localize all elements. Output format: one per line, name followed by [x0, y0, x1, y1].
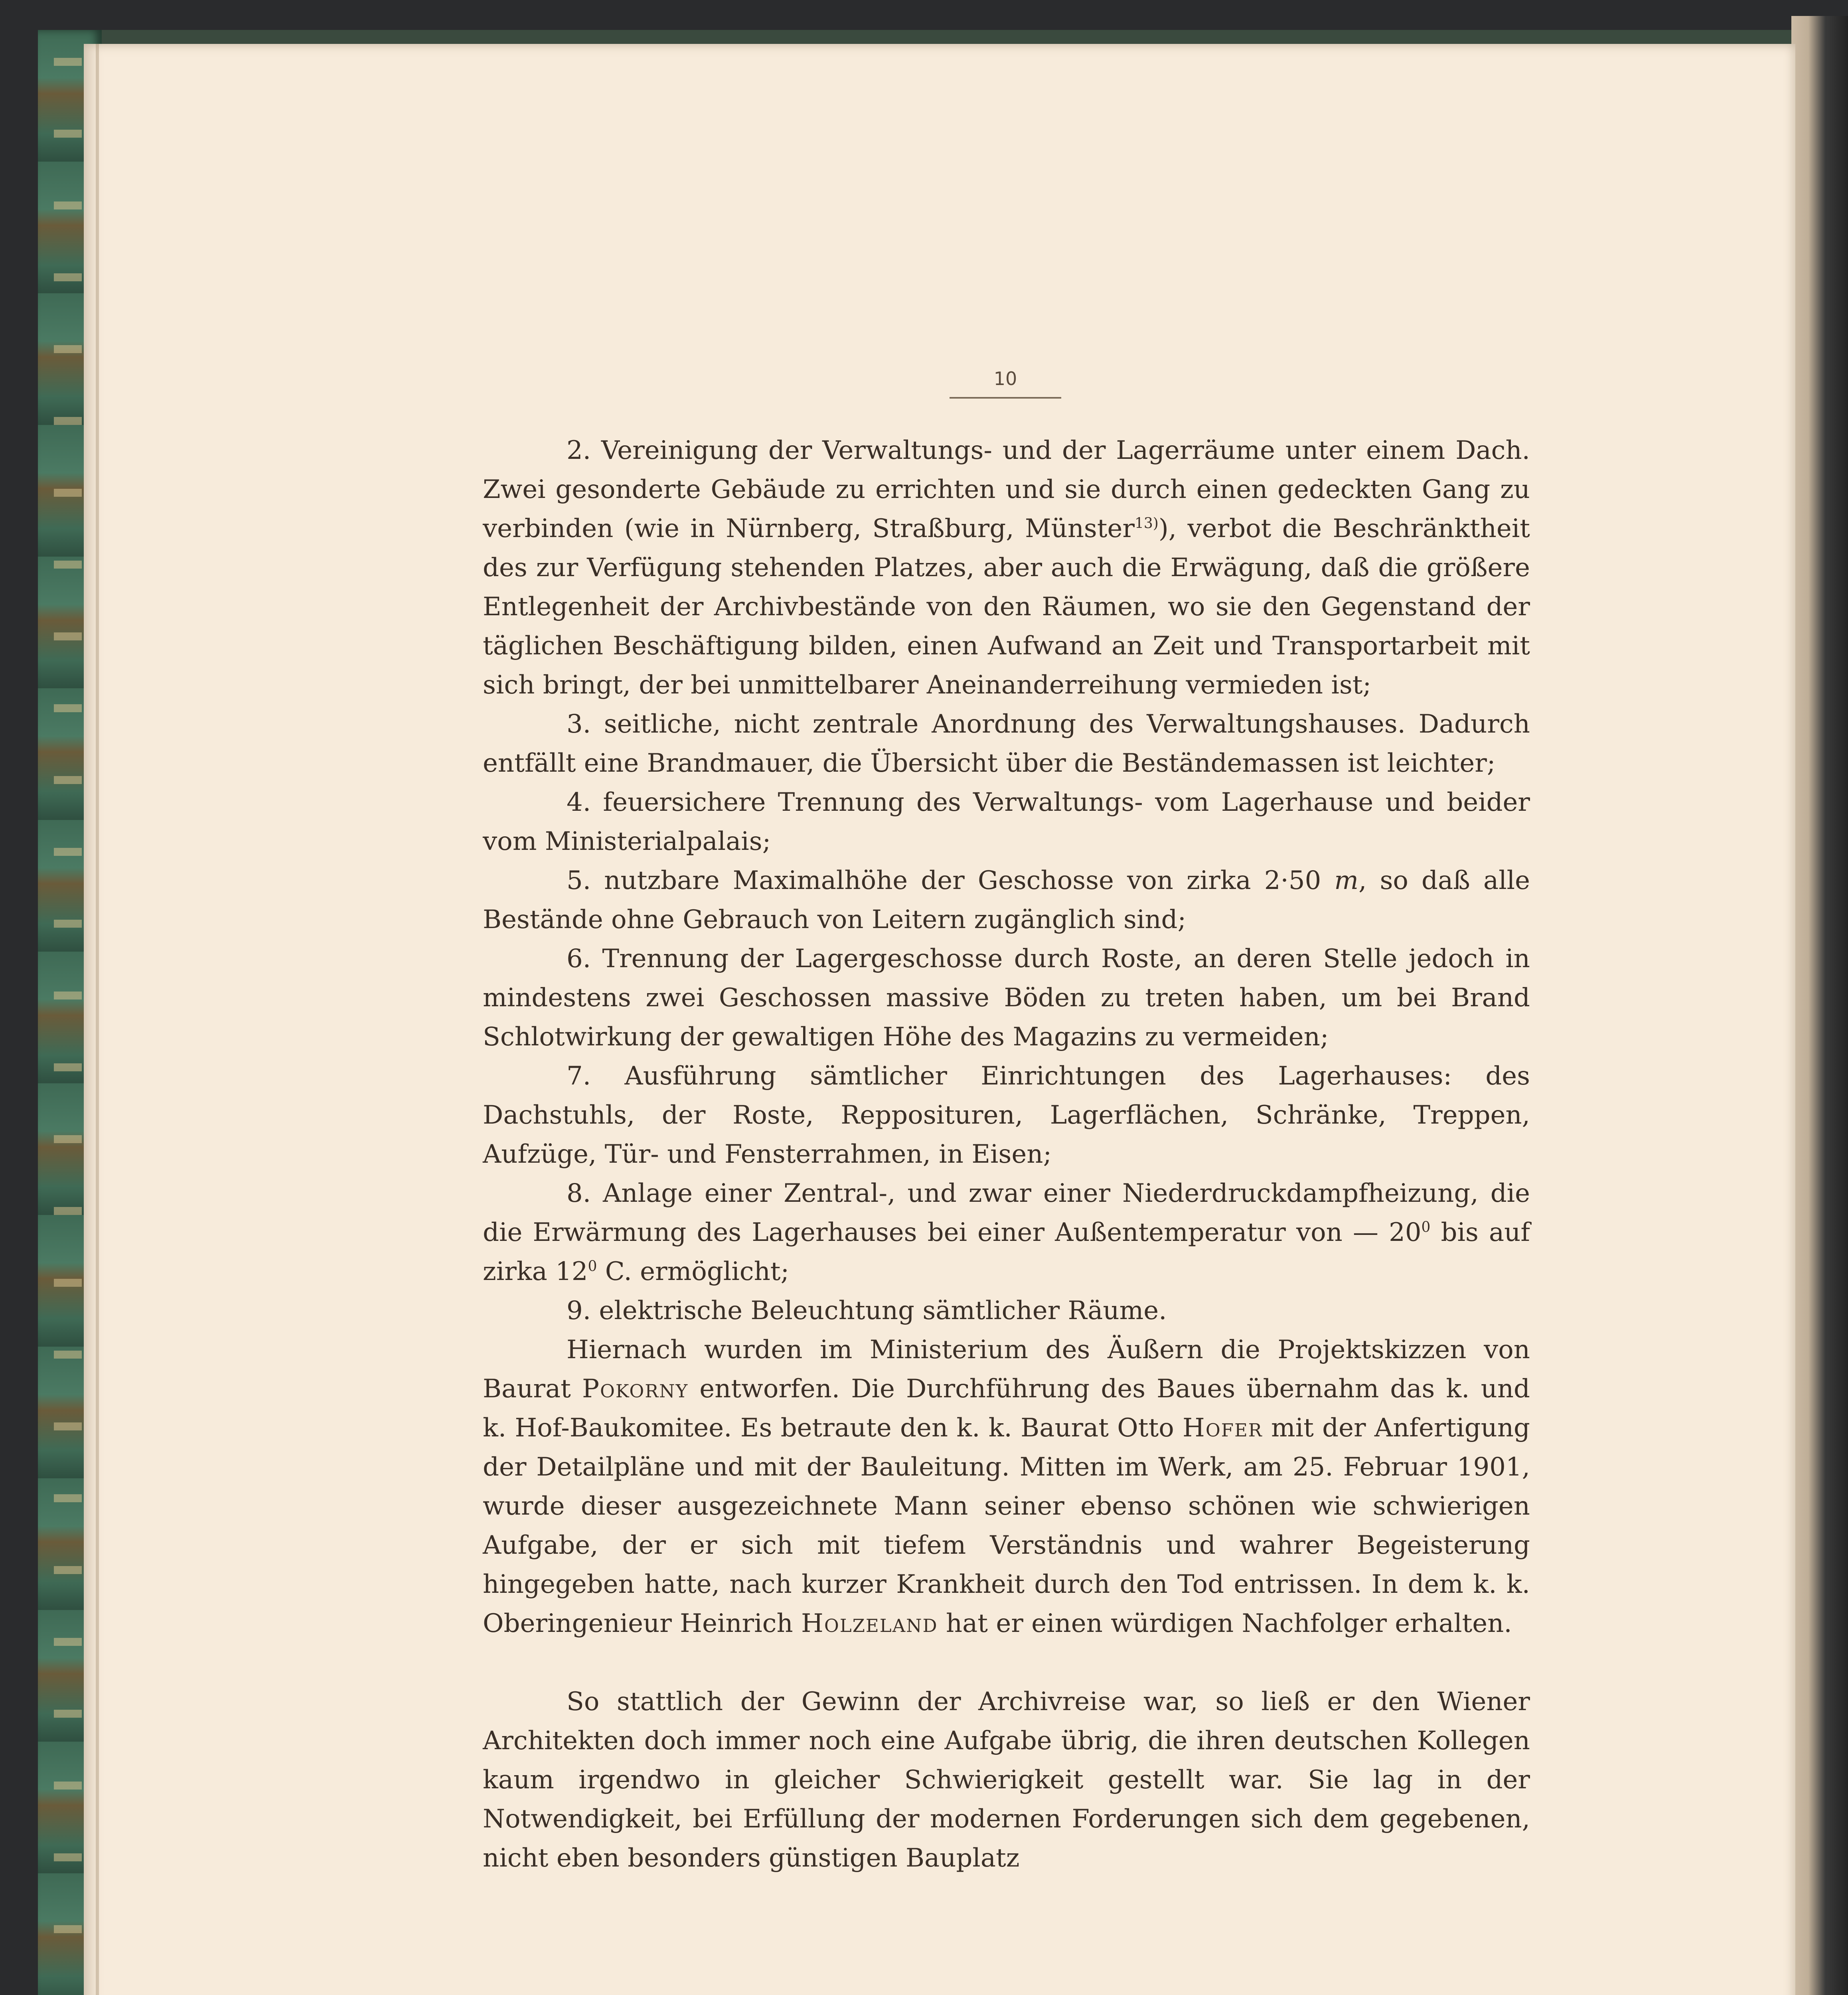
- paragraph-hiernach: [483, 1330, 1530, 1643]
- paragraph-item-7: [483, 1057, 1530, 1174]
- text-segment: hat er einen würdigen Nachfolger erhalten.: [938, 1609, 1512, 1638]
- page-number-rule: [950, 397, 1061, 399]
- text-segment: Hofer: [1183, 1413, 1263, 1443]
- paragraph-so-stattlich: [483, 1682, 1530, 1878]
- paragraph-item-3: [483, 705, 1530, 783]
- text-segment: Hiernach wurden im Ministerium des Äußern die Projektskizzen von Baurat: [483, 1335, 1530, 1404]
- text-segment: So stattlich der Gewinn der Archivreise war, so ließ er den Wiener Architekten doch immer noch eine Aufgabe übrig, die ihren deutschen Kollegen kaum irgendwo in gleicher Schwierigkeit gestellt war. Sie lag in der Notwendigkeit, bei Erfüllung der modernen Forderungen sich dem gegebenen, nicht eben besonders günstigen Bauplatz: [483, 1687, 1530, 1873]
- text-segment: 0: [588, 1258, 597, 1275]
- text-segment: 6. Trennung der Lagergeschosse durch Roste, an deren Stelle jedoch in mindestens zwei Geschossen massive Böden zu treten haben, um bei Brand Schlotwirkung der gewaltigen Höhe des Magazins zu vermeiden;: [483, 944, 1530, 1052]
- text-segment: 8. Anlage einer Zentral-, und zwar einer Niederdruckdampfheizung, die die Erwärmung des Lagerhauses bei einer Außentemperatur von — 20: [483, 1179, 1530, 1247]
- text-segment: mit der Anfertigung der Detailpläne und mit der Bauleitung. Mitten im Werk, am 25. Februar 1901, wurde dieser ausgezeichnete Mann seiner ebenso schönen wie schwierigen Aufgabe, der er sich mit tiefem Verständnis und wahrer Begeisterung hingegeben hatte, nach kurzer Krankheit durch den Tod entrissen. In dem k. k. Oberingenieur Heinrich: [483, 1413, 1530, 1638]
- text-segment: C. ermöglicht;: [597, 1257, 790, 1286]
- page-number: 10: [993, 368, 1017, 389]
- paragraph-item-2: [483, 431, 1530, 705]
- text-segment: ), verbot die Beschränktheit des zur Verfügung stehenden Platzes, aber auch die Erwägung, daß die größere Entlegenheit der Archivbestände von den Räumen, wo sie den Gegenstand der täglichen Beschäftigung bilden, einen Aufwand an Zeit und Transportarbeit mit sich bringt, der bei unmittelbarer Aneinanderreihung vermieden ist;: [483, 514, 1530, 700]
- text-segment: 13): [1134, 515, 1159, 532]
- text-segment: m: [1334, 866, 1359, 895]
- paragraph-item-5: [483, 861, 1530, 939]
- text-segment: 9. elektrische Beleuchtung sämtlicher Räume.: [567, 1296, 1167, 1325]
- text-segment: 4. feuersichere Trennung des Verwaltungs- vom Lagerhause und beider vom Ministerialpalais;: [483, 788, 1530, 856]
- paragraph-item-8: [483, 1174, 1530, 1291]
- text-segment: , so daß alle Bestände ohne Gebrauch von Leitern zugänglich sind;: [483, 866, 1530, 934]
- text-segment: 3. seitliche, nicht zentrale Anordnung des Verwaltungshauses. Dadurch entfällt eine Brandmauer, die Übersicht über die Beständemassen ist leichter;: [483, 709, 1530, 778]
- paragraph-item-6: [483, 939, 1530, 1057]
- facing-page-edge: [1791, 16, 1848, 1995]
- text-segment: 2. Vereinigung der Verwaltungs- und der Lagerräume unter einem Dach. Zwei gesonderte Gebäude zu errichten und sie durch einen gedeckten Gang zu verbinden (wie in Nürnberg, Straßburg, Münster: [483, 436, 1530, 543]
- text-segment: entworfen. Die Durchführung des Baues übernahm das k. und k. Hof-Baukomitee. Es betraute den k. k. Baurat Otto: [483, 1374, 1530, 1443]
- text-segment: Holzeland: [801, 1609, 938, 1638]
- text-segment: Pokorny: [582, 1374, 689, 1404]
- page-gutter: [96, 44, 99, 1995]
- paragraph-item-4: [483, 783, 1530, 861]
- body-text: [483, 431, 1530, 1878]
- text-segment: 7. Ausführung sämtlicher Einrichtungen des Lagerhauses: des Dachstuhls, der Roste, Repposituren, Lagerflächen, Schränke, Treppen, Aufzüge, Tür- und Fensterrahmen, in Eisen;: [483, 1061, 1530, 1169]
- text-segment: 5. nutzbare Maximalhöhe der Geschosse von zirka 2·50: [567, 866, 1335, 895]
- paragraph-item-9: [483, 1291, 1530, 1330]
- text-segment: 0: [1421, 1219, 1431, 1236]
- text-segment: bis auf zirka 12: [483, 1218, 1530, 1286]
